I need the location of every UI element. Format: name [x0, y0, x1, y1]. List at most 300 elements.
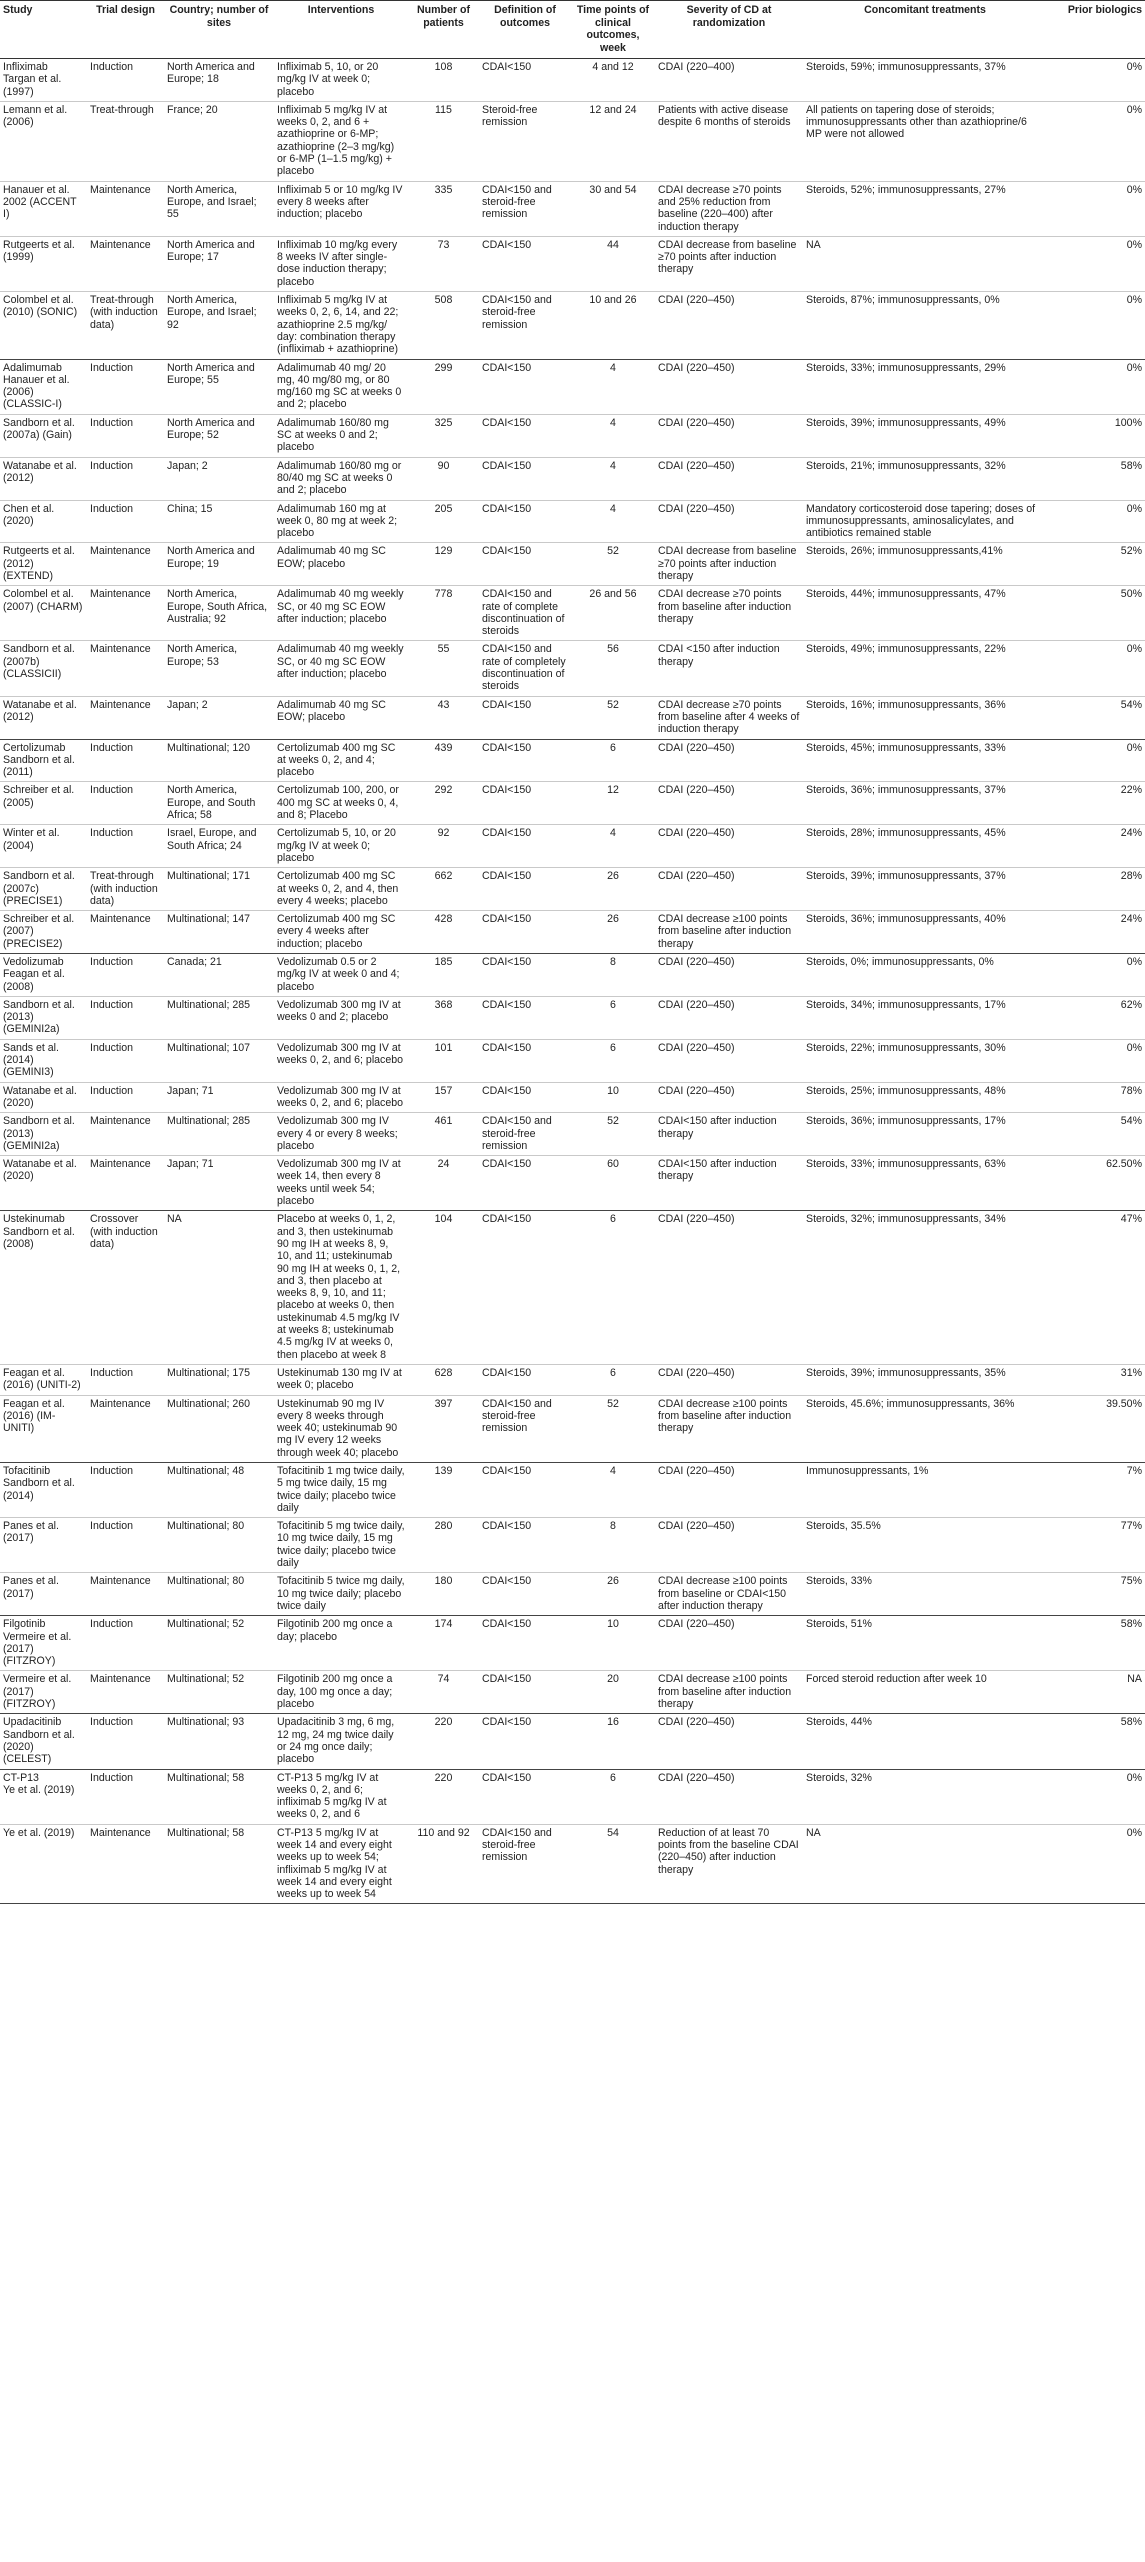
interventions-cell [274, 59, 408, 102]
study-cell [0, 825, 87, 868]
patients-cell [408, 1364, 479, 1395]
time-points-cell [571, 696, 655, 739]
patients-cell [408, 1211, 479, 1365]
table-row [0, 1671, 1145, 1714]
study-cell [0, 236, 87, 291]
prior-biologics-text: 24% [1120, 913, 1142, 926]
interventions-text: Certolizumab 400 mg SC at weeks 0, 2, and 4, then every 4 weeks; placebo [277, 870, 399, 907]
trial-design-cell [87, 1769, 164, 1824]
time-points-text: 4 and 12 [592, 61, 634, 73]
outcome-text: CDAI<150 [482, 1520, 532, 1533]
outcome-text: CDAI<150 [482, 698, 532, 711]
outcome-text: CDAI<150 and rate of completely discontinuation of steroids [482, 643, 566, 693]
severity-cell [655, 1156, 803, 1211]
study-cell [0, 1671, 87, 1714]
concomitant-text: Steroids, 34%; immunosuppressants, 17% [806, 998, 1006, 1011]
prior-biologics-text: 0% [1126, 103, 1142, 116]
outcome-cell [479, 825, 571, 868]
interventions-text: Ustekinumab 90 mg IV every 8 weeks through week 40; ustekinumab 90 mg IV every 12 weeks through week 40; placebo [277, 1397, 399, 1459]
patients-cell [408, 236, 479, 291]
study-text: Panes et al. (2017) [3, 1575, 59, 1600]
concomitant-text: Steroids, 59%; immunosuppressants, 37% [806, 61, 1006, 73]
study-text: Sandborn et al. (2007a) (Gain) [3, 416, 75, 442]
prior-biologics-text: 100% [1114, 416, 1142, 429]
severity-cell [655, 1462, 803, 1517]
table-row [0, 954, 1145, 997]
time-points-text: 4 [610, 361, 616, 374]
prior-biologics-text: 7% [1126, 1464, 1142, 1477]
patients-cell [408, 414, 479, 457]
country-cell [164, 739, 274, 782]
prior-biologics-cell [1047, 1113, 1145, 1156]
interventions-cell [274, 1824, 408, 1904]
outcome-text: CDAI<150 [482, 741, 532, 754]
interventions-text: Infliximab 5 mg/kg IV at weeks 0, 2, 6, 14, and 22; azathioprine 2.5 mg/kg/ day: combination therapy (infliximab + azathioprine) [277, 294, 399, 356]
trial-design-text: Induction [90, 784, 133, 797]
outcome-cell [479, 1082, 571, 1113]
prior-biologics-text: 28% [1120, 870, 1142, 883]
trial-design-text: Induction [90, 61, 133, 73]
interventions-cell [274, 868, 408, 911]
country-cell [164, 641, 274, 696]
study-cell [0, 996, 87, 1039]
drug-group-label: Vedolizumab [3, 956, 64, 968]
country-text: China; 15 [167, 502, 213, 515]
prior-biologics-text: 31% [1120, 1366, 1142, 1379]
interventions-text: Vedolizumab 0.5 or 2 mg/kg IV at week 0 and 4; placebo [277, 956, 400, 993]
trial-design-cell [87, 1714, 164, 1769]
concomitant-text: Steroids, 32% [806, 1771, 872, 1784]
interventions-text: Upadacitinib 3 mg, 6 mg, 12 mg, 24 mg twice daily or 24 mg once daily; placebo [277, 1716, 395, 1766]
patients-text: 185 [434, 956, 453, 968]
concomitant-text: NA [806, 238, 821, 251]
patients-cell [408, 1039, 479, 1082]
interventions-text: Ustekinumab 130 mg IV at week 0; placebo [277, 1366, 402, 1392]
interventions-cell [274, 1573, 408, 1616]
concomitant-text: Steroids, 35.5% [806, 1520, 881, 1533]
country-cell [164, 1211, 274, 1365]
time-points-cell [571, 1769, 655, 1824]
prior-biologics-text: 58% [1120, 1618, 1142, 1631]
study-cell [0, 1039, 87, 1082]
country-text: NA [167, 1213, 182, 1226]
study-text: Lemann et al. (2006) [3, 103, 68, 129]
concomitant-text: Steroids, 52%; immunosuppressants, 27% [806, 183, 1006, 196]
patients-text: 292 [434, 784, 453, 797]
severity-text: CDAI (220–450) [658, 1520, 735, 1533]
concomitant-cell [803, 1156, 1047, 1211]
interventions-text: Vedolizumab 300 mg IV at weeks 0, 2, and 6; placebo [277, 1084, 404, 1109]
severity-cell [655, 1039, 803, 1082]
time-points-cell [571, 1462, 655, 1517]
prior-biologics-cell [1047, 1211, 1145, 1365]
study-cell [0, 696, 87, 739]
patients-cell [408, 1616, 479, 1671]
patients-text: 139 [434, 1464, 453, 1477]
time-points-text: 26 [607, 913, 619, 926]
patients-text: 108 [434, 61, 453, 73]
severity-text: CDAI (220–450) [658, 1716, 735, 1729]
trial-design-text: Maintenance [90, 1826, 151, 1839]
study-cell [0, 1113, 87, 1156]
outcome-cell [479, 1671, 571, 1714]
drug-group-label: Adalimumab [3, 361, 62, 374]
time-points-cell [571, 1156, 655, 1211]
interventions-text: Vedolizumab 300 mg IV at weeks 0 and 2; placebo [277, 998, 401, 1024]
patients-text: 280 [434, 1520, 453, 1533]
severity-cell [655, 414, 803, 457]
country-text: Multinational; 80 [167, 1575, 245, 1588]
study-cell [0, 359, 87, 414]
country-text: Canada; 21 [167, 956, 222, 968]
prior-biologics-text: 50% [1120, 588, 1142, 601]
table-row [0, 1082, 1145, 1113]
table-row [0, 500, 1145, 543]
study-cell [0, 59, 87, 102]
trial-design-cell [87, 457, 164, 500]
trial-design-cell [87, 1156, 164, 1211]
interventions-cell [274, 1395, 408, 1462]
interventions-text: Adalimumab 40 mg SC EOW; placebo [277, 545, 386, 570]
concomitant-text: Steroids, 49%; immunosuppressants, 22% [806, 643, 1006, 656]
study-text: Rutgeerts et al. (2012) (EXTEND) [3, 545, 75, 582]
concomitant-text: Steroids, 44% [806, 1716, 872, 1729]
severity-text: CDAI (220–450) [658, 459, 735, 472]
severity-text: CDAI decrease ≥70 points and 25% reduction from baseline (220–400) after induction therapy [658, 183, 782, 233]
prior-biologics-cell [1047, 181, 1145, 236]
concomitant-text: Steroids, 45.6%; immunosuppressants, 36% [806, 1397, 1015, 1410]
country-text: Multinational; 285 [167, 998, 251, 1011]
trial-design-cell [87, 1462, 164, 1517]
severity-text: Reduction of at least 70 points from the baseline CDAI (220–450) after induction therapy [658, 1826, 799, 1876]
patients-cell [408, 739, 479, 782]
time-points-cell [571, 1082, 655, 1113]
concomitant-cell [803, 59, 1047, 102]
patients-text: 115 [435, 103, 452, 116]
outcome-cell [479, 996, 571, 1039]
interventions-text: Vedolizumab 300 mg IV at week 14, then every 8 weeks until week 54; placebo [277, 1158, 401, 1208]
drug-group-label: Certolizumab [3, 741, 66, 754]
patients-text: 174 [434, 1618, 453, 1631]
trial-design-text: Maintenance [90, 545, 151, 558]
outcome-cell [479, 1518, 571, 1573]
trial-design-text: Induction [90, 998, 133, 1011]
patients-text: 778 [434, 588, 453, 601]
trial-design-text: Induction [90, 1618, 133, 1631]
patients-cell [408, 696, 479, 739]
concomitant-cell [803, 1364, 1047, 1395]
prior-biologics-text: 0% [1126, 294, 1142, 307]
interventions-text: Adalimumab 160/80 mg SC at weeks 0 and 2; placebo [277, 416, 389, 454]
severity-cell [655, 868, 803, 911]
study-cell [0, 739, 87, 782]
study-cell [0, 1462, 87, 1517]
patients-text: 110 and 92 [417, 1826, 470, 1839]
time-points-cell [571, 911, 655, 954]
trial-design-cell [87, 1395, 164, 1462]
severity-cell [655, 641, 803, 696]
severity-text: CDAI decrease from baseline ≥70 points after induction therapy [658, 545, 797, 582]
severity-text: CDAI decrease from baseline ≥70 points after induction therapy [658, 238, 797, 276]
interventions-text: Infliximab 10 mg/kg every 8 weeks IV after single-dose induction therapy; placebo [277, 238, 398, 288]
concomitant-cell [803, 1616, 1047, 1671]
interventions-cell [274, 1082, 408, 1113]
country-cell [164, 359, 274, 414]
severity-text: CDAI (220–450) [658, 1041, 735, 1054]
outcome-text: CDAI<150 [482, 1618, 532, 1631]
patients-text: 662 [434, 870, 453, 883]
patients-text: 461 [434, 1115, 453, 1128]
country-text: North America and Europe; 17 [167, 238, 255, 264]
table-row [0, 1211, 1145, 1365]
interventions-cell [274, 1156, 408, 1211]
severity-text: CDAI (220–450) [658, 741, 735, 754]
patients-cell [408, 1395, 479, 1462]
time-points-text: 6 [610, 998, 616, 1011]
country-text: Japan; 71 [167, 1084, 214, 1097]
prior-biologics-text: 62.50% [1106, 1158, 1142, 1171]
concomitant-cell [803, 414, 1047, 457]
outcome-cell [479, 1616, 571, 1671]
prior-biologics-cell [1047, 696, 1145, 739]
time-points-cell [571, 586, 655, 641]
prior-biologics-text: 0% [1126, 361, 1142, 374]
trial-design-text: Treat-through (with induction data) [90, 870, 158, 907]
country-text: Multinational; 52 [167, 1673, 245, 1686]
header-trial-design: Trial design [96, 4, 155, 16]
country-cell [164, 825, 274, 868]
concomitant-cell [803, 1082, 1047, 1113]
trial-design-cell [87, 1671, 164, 1714]
table-row [0, 1769, 1145, 1824]
table-row [0, 1518, 1145, 1573]
interventions-cell [274, 641, 408, 696]
outcome-cell [479, 543, 571, 586]
study-text: Ye et al. (2019) [3, 1783, 75, 1796]
time-points-cell [571, 868, 655, 911]
interventions-text: Tofacitinib 1 mg twice daily, 5 mg twice daily, 15 mg twice daily; placebo twice daily [277, 1464, 405, 1514]
outcome-cell [479, 782, 571, 825]
table-row [0, 359, 1145, 414]
patients-text: 43 [437, 698, 450, 711]
concomitant-text: Steroids, 87%; immunosuppressants, 0% [806, 294, 1000, 307]
severity-text: CDAI (220–450) [658, 870, 735, 883]
outcome-text: CDAI<150 [482, 61, 532, 73]
time-points-text: 52 [607, 1397, 619, 1410]
trial-design-cell [87, 996, 164, 1039]
study-text: Feagan et al. (2016) (UNITI-2) [3, 1366, 81, 1392]
country-text: North America and Europe; 19 [167, 545, 255, 570]
trial-design-text: Induction [90, 1366, 133, 1379]
prior-biologics-cell [1047, 1714, 1145, 1769]
trial-design-text: Induction [90, 1520, 133, 1533]
country-cell [164, 181, 274, 236]
table-body [0, 59, 1145, 1904]
patients-cell [408, 782, 479, 825]
trial-design-text: Maintenance [90, 238, 151, 251]
interventions-text: CT-P13 5 mg/kg IV at weeks 0, 2, and 6; infliximab 5 mg/kg IV at weeks 0, 2, and 6 [277, 1771, 387, 1821]
trial-design-text: Induction [90, 1041, 133, 1054]
country-text: North America and Europe; 52 [167, 416, 255, 442]
outcome-cell [479, 500, 571, 543]
study-text: Feagan et al. (2008) [3, 968, 65, 993]
severity-cell [655, 1395, 803, 1462]
time-points-text: 4 [610, 1464, 616, 1477]
header-row [0, 1, 1145, 59]
country-cell [164, 1824, 274, 1904]
trial-design-cell [87, 1616, 164, 1671]
study-text: Colombel et al. (2007) (CHARM) [3, 588, 83, 613]
prior-biologics-cell [1047, 1364, 1145, 1395]
outcome-text: CDAI<150 [482, 545, 532, 558]
trial-design-cell [87, 696, 164, 739]
time-points-text: 20 [607, 1673, 619, 1686]
time-points-cell [571, 1039, 655, 1082]
country-text: Multinational; 260 [167, 1397, 251, 1410]
prior-biologics-text: 0% [1126, 1826, 1142, 1839]
concomitant-cell [803, 1714, 1047, 1769]
prior-biologics-cell [1047, 359, 1145, 414]
table-row [0, 1573, 1145, 1616]
interventions-cell [274, 500, 408, 543]
outcome-text: CDAI<150 [482, 913, 532, 926]
outcome-cell [479, 1824, 571, 1904]
concomitant-cell [803, 1113, 1047, 1156]
outcome-text: CDAI<150 [482, 784, 532, 797]
study-cell [0, 292, 87, 359]
study-text: Sandborn et al. (2007c) (PRECISE1) [3, 870, 75, 907]
country-cell [164, 414, 274, 457]
outcome-text: CDAI<150 [482, 870, 532, 883]
time-points-text: 52 [607, 545, 619, 558]
outcome-cell [479, 1113, 571, 1156]
severity-text: CDAI (220–450) [658, 1213, 735, 1226]
concomitant-cell [803, 911, 1047, 954]
concomitant-text: Forced steroid reduction after week 10 [806, 1673, 987, 1686]
patients-cell [408, 101, 479, 181]
prior-biologics-text: 0% [1126, 956, 1142, 968]
outcome-text: CDAI<150 and steroid-free remission [482, 1826, 552, 1864]
severity-cell [655, 359, 803, 414]
concomitant-text: All patients on tapering dose of steroids; immunosuppressants other than azathioprine/6 MP were not allowed [806, 103, 1027, 141]
prior-biologics-cell [1047, 641, 1145, 696]
concomitant-text: Immunosuppressants, 1% [806, 1464, 929, 1477]
outcome-cell [479, 1395, 571, 1462]
table-row [0, 1616, 1145, 1671]
prior-biologics-cell [1047, 1518, 1145, 1573]
concomitant-text: Steroids, 33% [806, 1575, 872, 1588]
severity-text: CDAI (220–450) [658, 1618, 735, 1631]
concomitant-text: Steroids, 51% [806, 1618, 872, 1631]
concomitant-cell [803, 739, 1047, 782]
study-cell [0, 911, 87, 954]
interventions-cell [274, 1714, 408, 1769]
trial-design-cell [87, 1573, 164, 1616]
study-cell [0, 641, 87, 696]
interventions-cell [274, 739, 408, 782]
country-cell [164, 59, 274, 102]
interventions-text: Placebo at weeks 0, 1, 2, and 3, then ustekinumab 90 mg IH at weeks 8, 9, 10, and 11; ustekinumab 90 mg IH at weeks 0, 1, 2, and 3, then placebo at weeks 8, 9, 10, and 11; placebo at weeks 0, then ustekinumab 4.5 mg/kg IV at weeks 8; ustekinumab 4.5 mg/kg IV at weeks 0, then placebo at week 8 [277, 1213, 401, 1361]
time-points-text: 10 and 26 [589, 294, 637, 307]
interventions-cell [274, 1518, 408, 1573]
prior-biologics-cell [1047, 868, 1145, 911]
drug-group-label: Tofacitinib [3, 1464, 51, 1477]
outcome-text: Steroid-free remission [482, 103, 538, 129]
study-cell [0, 782, 87, 825]
trial-design-text: Induction [90, 1464, 133, 1477]
prior-biologics-text: 0% [1126, 741, 1142, 754]
prior-biologics-text: 0% [1126, 502, 1142, 515]
concomitant-cell [803, 457, 1047, 500]
outcome-cell [479, 1462, 571, 1517]
patients-cell [408, 586, 479, 641]
time-points-text: 6 [610, 1213, 616, 1226]
country-cell [164, 457, 274, 500]
interventions-cell [274, 954, 408, 997]
outcome-text: CDAI<150 [482, 998, 532, 1011]
concomitant-text: Steroids, 25%; immunosuppressants, 48% [806, 1084, 1006, 1097]
country-text: North America, Europe, and Israel; 55 [167, 183, 257, 221]
prior-biologics-text: NA [1127, 1673, 1142, 1686]
outcome-text: CDAI<150 [482, 238, 532, 251]
patients-text: 335 [434, 183, 453, 196]
study-text: Watanabe et al. (2020) [3, 1084, 77, 1109]
study-cell [0, 500, 87, 543]
concomitant-text: Steroids, 44%; immunosuppressants, 47% [806, 588, 1006, 601]
country-cell [164, 101, 274, 181]
patients-cell [408, 1113, 479, 1156]
country-cell [164, 1364, 274, 1395]
time-points-cell [571, 1824, 655, 1904]
country-text: North America, Europe, South Africa, Australia; 92 [167, 588, 268, 625]
study-cell [0, 414, 87, 457]
time-points-text: 6 [610, 1771, 616, 1784]
prior-biologics-cell [1047, 1156, 1145, 1211]
country-text: North America, Europe; 53 [167, 643, 238, 668]
severity-text: CDAI decrease ≥70 points from baseline after 4 weeks of induction therapy [658, 698, 800, 736]
trial-design-text: Induction [90, 741, 133, 754]
prior-biologics-text: 0% [1126, 61, 1142, 73]
study-text: Hanauer et al. 2002 (ACCENT I) [3, 183, 77, 221]
severity-cell [655, 911, 803, 954]
patients-cell [408, 1518, 479, 1573]
study-text: Sandborn et al. (2008) [3, 1225, 75, 1250]
interventions-cell [274, 825, 408, 868]
table-row [0, 996, 1145, 1039]
patients-text: 129 [434, 545, 453, 558]
header-concomitant: Concomitant treatments [864, 4, 986, 16]
severity-cell [655, 236, 803, 291]
concomitant-text: NA [806, 1826, 821, 1839]
severity-cell [655, 586, 803, 641]
study-cell [0, 1824, 87, 1904]
country-cell [164, 1113, 274, 1156]
outcome-text: CDAI<150 [482, 1575, 532, 1588]
outcome-cell [479, 868, 571, 911]
outcome-cell [479, 1211, 571, 1365]
outcome-cell [479, 1573, 571, 1616]
study-text: Colombel et al. (2010) (SONIC) [3, 294, 78, 319]
outcome-cell [479, 911, 571, 954]
study-cell [0, 1573, 87, 1616]
patients-text: 325 [434, 416, 453, 429]
severity-cell [655, 101, 803, 181]
prior-biologics-cell [1047, 954, 1145, 997]
country-text: North America and Europe; 55 [167, 361, 255, 386]
time-points-text: 54 [607, 1826, 619, 1839]
patients-cell [408, 543, 479, 586]
severity-cell [655, 1573, 803, 1616]
